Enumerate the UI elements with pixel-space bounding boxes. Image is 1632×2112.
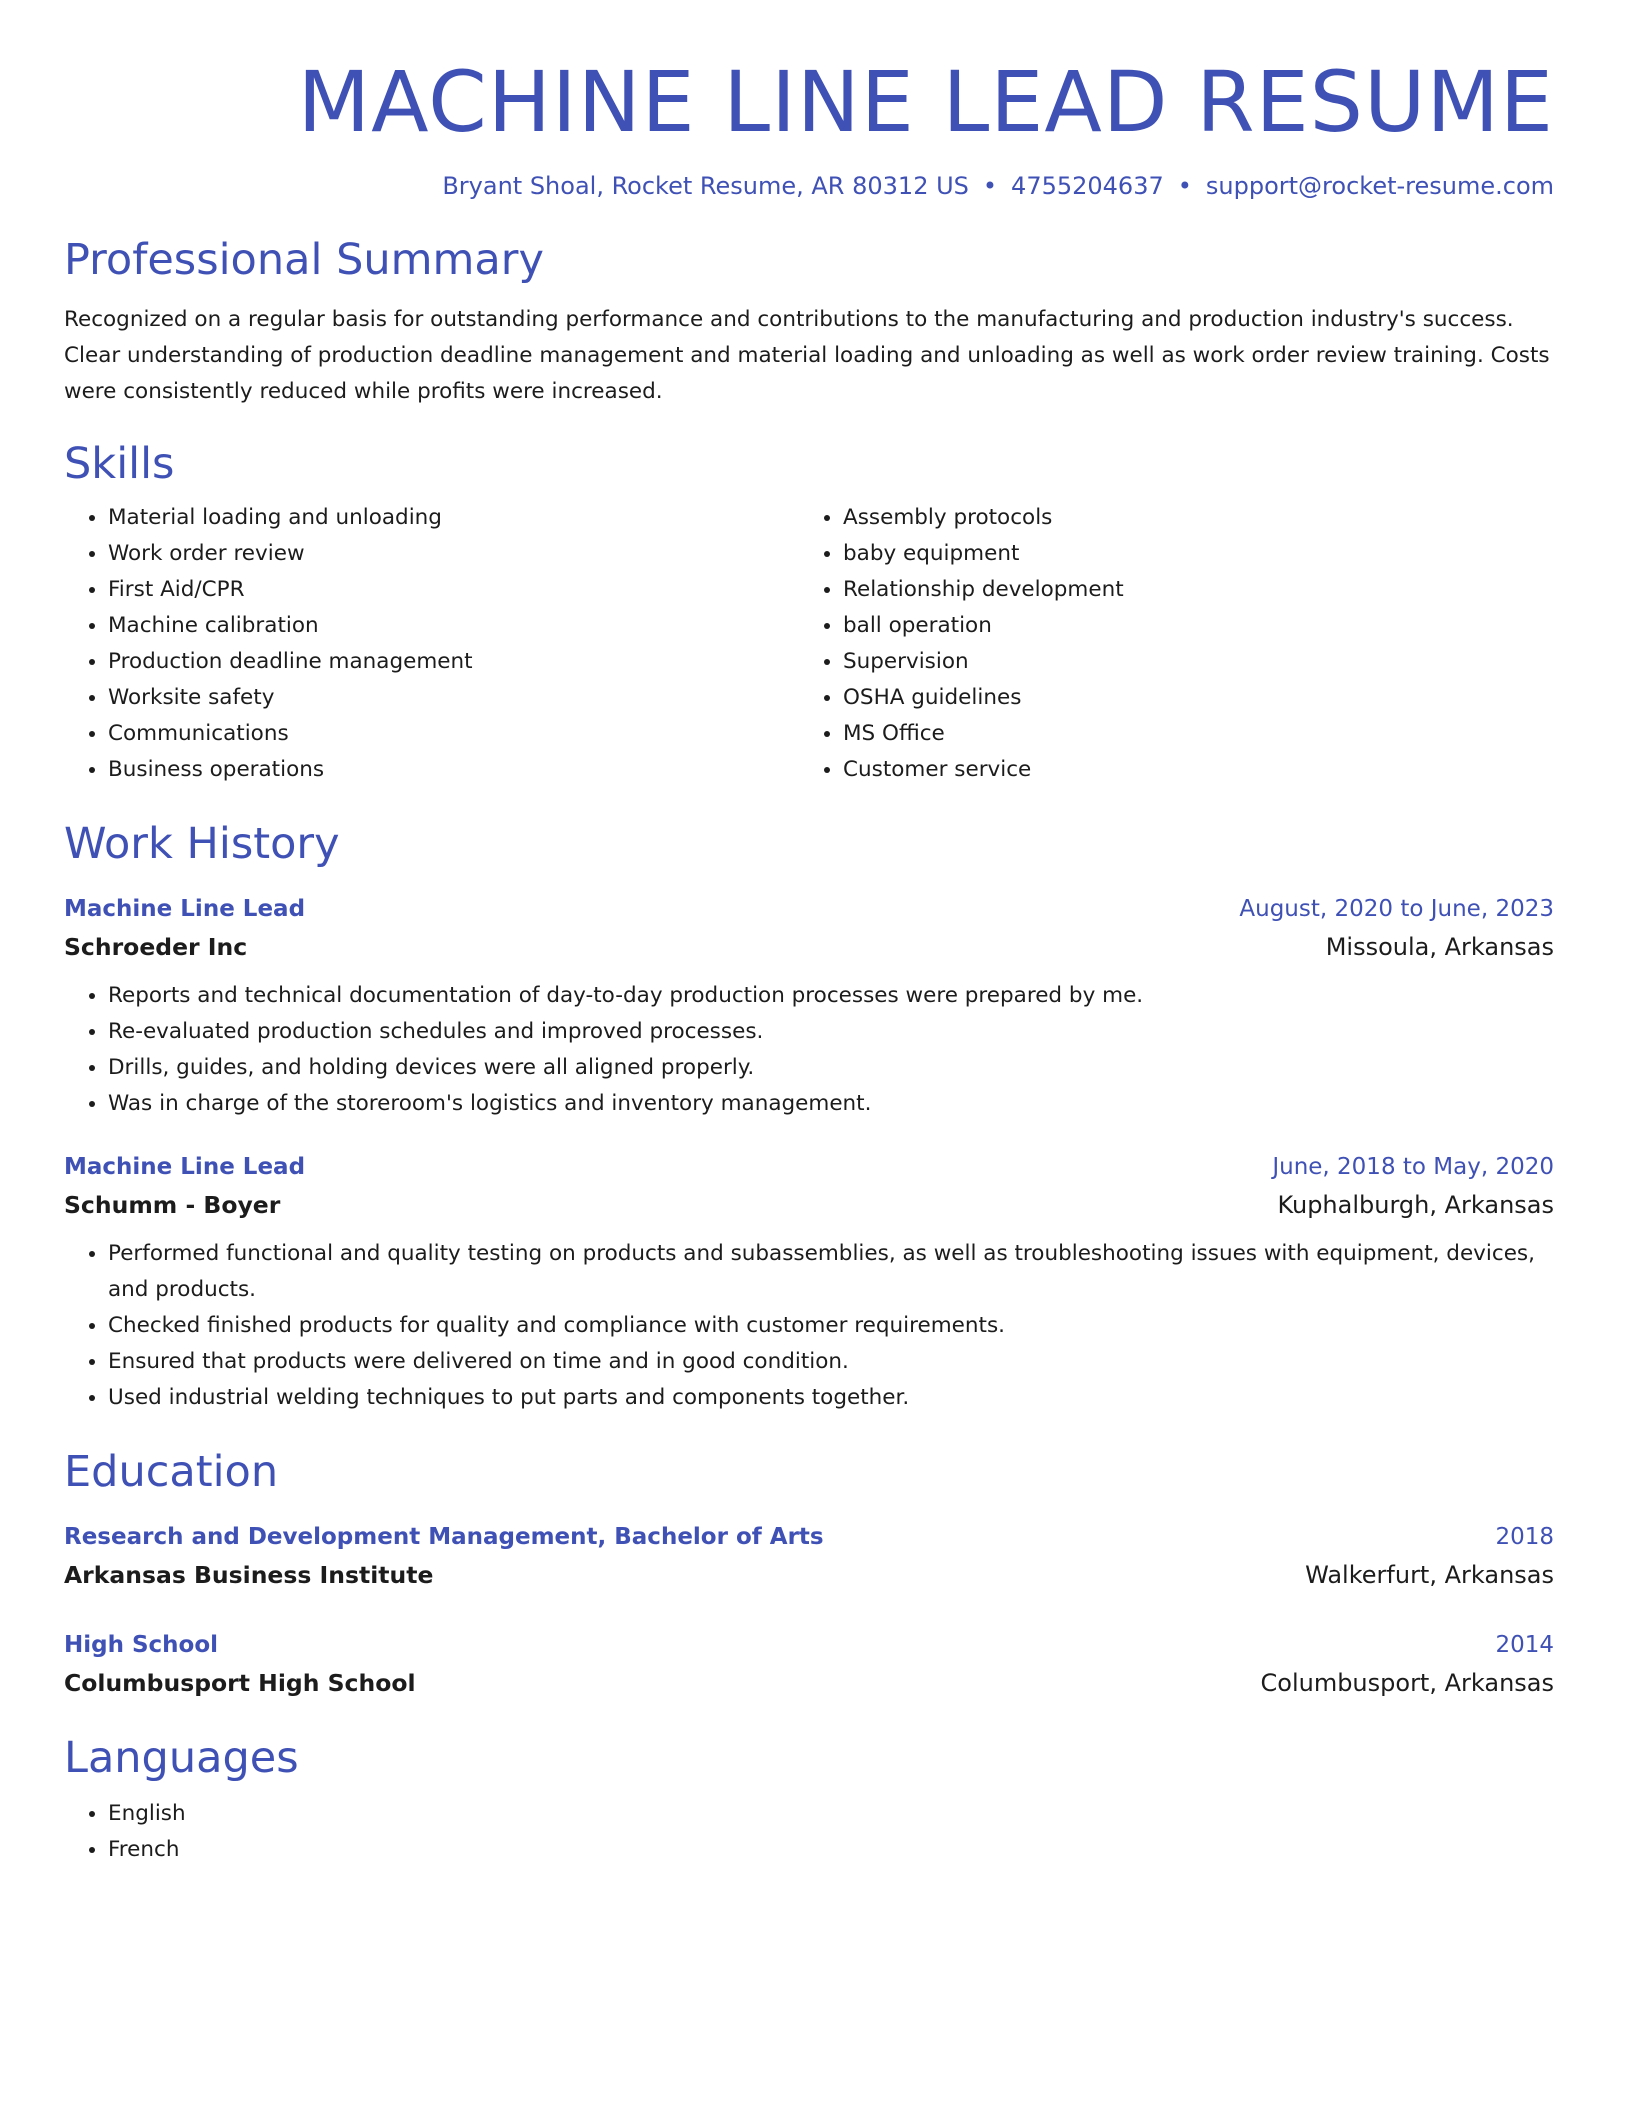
job-title: Machine Line Lead: [64, 1154, 306, 1180]
skill-item: • Production deadline management: [108, 644, 799, 680]
education-degree: Research and Development Management, Bachelor of Arts: [64, 1524, 824, 1550]
resume-title: MACHINE LINE LEAD RESUME: [297, 53, 1554, 151]
education-school: Arkansas Business Institute: [64, 1561, 434, 1589]
contact-email: support@rocket-resume.com: [1205, 172, 1554, 200]
job-bullet: • Performed functional and quality testing on products and subassemblies, as well as troubleshooting issues with equipment, devices, and products.: [108, 1236, 1554, 1308]
skill-item: • Machine calibration: [108, 608, 799, 644]
education-year: 2014: [1495, 1632, 1554, 1658]
education-header: [64, 1626, 1554, 1664]
summary-heading: Professional Summary: [64, 235, 544, 285]
languages-list: [64, 1796, 1554, 1868]
education-degree: High School: [64, 1632, 219, 1658]
job-title: Machine Line Lead: [64, 896, 306, 922]
job-bullets: [64, 1236, 1554, 1416]
skill-item: • OSHA guidelines: [843, 680, 1534, 716]
job-employer: [64, 928, 1554, 966]
skill-item: • Material loading and unloading: [108, 500, 799, 536]
job-company: Schumm - Boyer: [64, 1191, 281, 1219]
skill-item: • Supervision: [843, 644, 1534, 680]
education-year: 2018: [1495, 1524, 1554, 1550]
job-location: Kuphalburgh, Arkansas: [1277, 1191, 1554, 1219]
job-bullet: • Was in charge of the storeroom's logistics and inventory management.: [108, 1086, 1554, 1122]
job-bullet: • Reports and technical documentation of day-to-day production processes were prepared by me.: [108, 978, 1554, 1014]
summary-text: Recognized on a regular basis for outstanding performance and contributions to the manufacturing and production industry's success. Clear understanding of production deadline management and material loading and unloading as well as work order review training. Costs were consistently reduced while profits were increased.: [64, 307, 1550, 404]
job-entry: [64, 1148, 1554, 1416]
education-header: [64, 1518, 1554, 1556]
education-heading: Education: [64, 1447, 279, 1497]
job-bullet: • Checked finished products for quality and compliance with customer requirements.: [108, 1308, 1554, 1344]
education-institution: [64, 1664, 1554, 1702]
skill-item: • First Aid/CPR: [108, 572, 799, 608]
job-bullet: • Drills, guides, and holding devices were all aligned properly.: [108, 1050, 1554, 1086]
job-header: [64, 1148, 1554, 1186]
job-bullet: • Ensured that products were delivered on time and in good condition.: [108, 1344, 1554, 1380]
resume-page: [64, 0, 1554, 1868]
job-entry: [64, 890, 1554, 1122]
skill-item: • Assembly protocols: [843, 500, 1534, 536]
skill-item: • MS Office: [843, 716, 1534, 752]
job-bullet: • Used industrial welding techniques to put parts and components together.: [108, 1380, 1554, 1416]
skill-item: • Communications: [108, 716, 799, 752]
education-location: Columbusport, Arkansas: [1260, 1669, 1554, 1697]
job-bullet: • Re-evaluated production schedules and improved processes.: [108, 1014, 1554, 1050]
contact-line: [64, 172, 1554, 200]
job-bullets: [64, 978, 1554, 1122]
skills-heading: Skills: [64, 439, 175, 489]
skills-list: [64, 500, 1554, 788]
job-header: [64, 890, 1554, 928]
education-location: Walkerfurt, Arkansas: [1305, 1561, 1554, 1589]
skills-column-right: [799, 500, 1534, 788]
contact-separator: •: [982, 172, 998, 200]
skill-item: • ball operation: [843, 608, 1534, 644]
job-employer: [64, 1186, 1554, 1224]
skills-column-left: [64, 500, 799, 788]
contact-phone: 4755204637: [1011, 172, 1164, 200]
education-entry: [64, 1518, 1554, 1594]
skill-item: • Business operations: [108, 752, 799, 788]
contact-address: Bryant Shoal, Rocket Resume, AR 80312 US: [442, 172, 969, 200]
skill-item: • Worksite safety: [108, 680, 799, 716]
work-history-heading: Work History: [64, 819, 340, 869]
education-institution: [64, 1556, 1554, 1594]
contact-separator: •: [1177, 172, 1192, 200]
languages-heading: Languages: [64, 1733, 299, 1783]
skill-item: • Customer service: [843, 752, 1534, 788]
language-item: • English: [108, 1796, 1554, 1832]
education-entry: [64, 1626, 1554, 1702]
job-dates: June, 2018 to May, 2020: [1272, 1154, 1554, 1180]
job-location: Missoula, Arkansas: [1325, 933, 1554, 961]
education-school: Columbusport High School: [64, 1669, 416, 1697]
skill-item: • baby equipment: [843, 536, 1534, 572]
job-company: Schroeder Inc: [64, 933, 248, 961]
skill-item: • Relationship development: [843, 572, 1534, 608]
language-item: • French: [108, 1832, 1554, 1868]
job-dates: August, 2020 to June, 2023: [1239, 896, 1554, 922]
skill-item: • Work order review: [108, 536, 799, 572]
